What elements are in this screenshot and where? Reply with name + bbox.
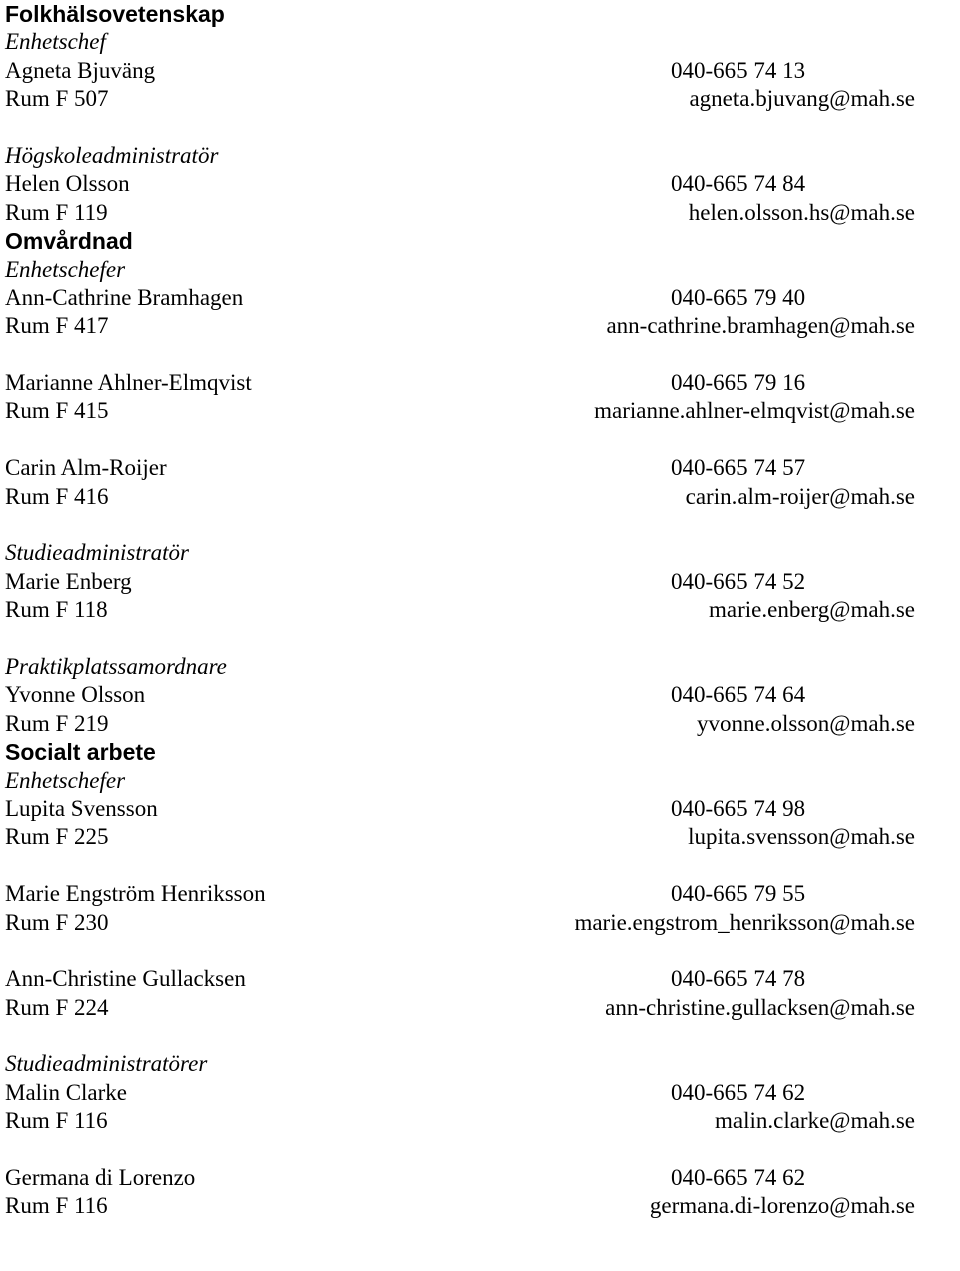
spacer xyxy=(5,114,955,142)
contact-room-row xyxy=(5,85,955,113)
contact-name-row xyxy=(5,1079,955,1107)
person-name: Agneta Bjuväng xyxy=(5,57,156,83)
role-label: Enhetschefer xyxy=(5,767,126,793)
room-number: Rum F 118 xyxy=(5,597,108,623)
phone-number: 040-665 74 78 xyxy=(671,966,806,992)
spacer xyxy=(5,625,955,653)
phone-number: 040-665 74 98 xyxy=(671,795,806,821)
spacer xyxy=(5,1136,955,1164)
email-address[interactable]: yvonne.olsson@mah.se xyxy=(697,710,915,736)
email-address[interactable]: ann-christine.gullacksen@mah.se xyxy=(605,994,915,1020)
room-number: Rum F 119 xyxy=(5,199,108,225)
role-label: Studieadministratörer xyxy=(5,1051,208,1077)
phone-number: 040-665 74 62 xyxy=(671,1165,806,1191)
email-address[interactable]: marianne.ahlner-elmqvist@mah.se xyxy=(594,398,915,424)
spacer xyxy=(5,937,955,965)
email-address[interactable]: marie.enberg@mah.se xyxy=(709,597,915,623)
person-name: Ann-Christine Gullacksen xyxy=(5,966,246,992)
contact-room-row xyxy=(5,710,955,738)
phone-number: 040-665 74 13 xyxy=(671,57,806,83)
spacer xyxy=(5,1022,955,1050)
email-address[interactable]: germana.di-lorenzo@mah.se xyxy=(649,1193,915,1219)
room-number: Rum F 507 xyxy=(5,86,109,112)
person-name: Carin Alm-Roijer xyxy=(5,455,167,481)
email-address[interactable]: malin.clarke@mah.se xyxy=(715,1108,915,1134)
section-title: Socialt arbete xyxy=(5,739,156,766)
contact-room-row xyxy=(5,909,955,937)
room-number: Rum F 416 xyxy=(5,483,109,509)
email-address[interactable]: ann-cathrine.bramhagen@mah.se xyxy=(606,313,915,339)
contact-room-row xyxy=(5,1107,955,1135)
contact-name-row xyxy=(5,369,955,397)
person-name: Ann-Cathrine Bramhagen xyxy=(5,284,244,310)
contact-room-row xyxy=(5,397,955,425)
person-name: Lupita Svensson xyxy=(5,795,158,821)
role-label: Enhetschef xyxy=(5,29,106,55)
contact-name-row xyxy=(5,795,955,823)
section-title: Omvårdnad xyxy=(5,228,133,255)
contact-name-row xyxy=(5,454,955,482)
section-title: Folkhälsovetenskap xyxy=(5,1,225,27)
room-number: Rum F 224 xyxy=(5,994,109,1020)
person-name: Marianne Ahlner-Elmqvist xyxy=(5,370,252,396)
phone-number: 040-665 79 16 xyxy=(671,370,806,396)
person-name: Germana di Lorenzo xyxy=(5,1165,196,1191)
contact-room-row xyxy=(5,823,955,851)
person-name: Malin Clarke xyxy=(5,1079,127,1105)
contact-name-row xyxy=(5,568,955,596)
spacer xyxy=(5,852,955,880)
email-address[interactable]: marie.engstrom_henriksson@mah.se xyxy=(574,909,915,935)
phone-number: 040-665 79 55 xyxy=(671,881,806,907)
contact-room-row xyxy=(5,994,955,1022)
spacer xyxy=(5,426,955,454)
person-name: Helen Olsson xyxy=(5,171,130,197)
phone-number: 040-665 74 57 xyxy=(671,455,806,481)
room-number: Rum F 219 xyxy=(5,710,109,736)
room-number: Rum F 116 xyxy=(5,1108,108,1134)
contact-name-row xyxy=(5,880,955,908)
contact-room-row xyxy=(5,1192,955,1220)
phone-number: 040-665 74 64 xyxy=(671,682,806,708)
person-name: Yvonne Olsson xyxy=(5,682,146,708)
contact-name-row xyxy=(5,57,955,85)
role-label: Studieadministratör xyxy=(5,540,190,566)
contact-name-row xyxy=(5,965,955,993)
room-number: Rum F 116 xyxy=(5,1193,108,1219)
contact-directory xyxy=(5,0,955,1221)
contact-room-row xyxy=(5,312,955,340)
room-number: Rum F 225 xyxy=(5,824,109,850)
spacer xyxy=(5,511,955,539)
phone-number: 040-665 79 40 xyxy=(671,284,806,310)
contact-name-row xyxy=(5,681,955,709)
room-number: Rum F 417 xyxy=(5,313,109,339)
contact-name-row xyxy=(5,1164,955,1192)
phone-number: 040-665 74 84 xyxy=(671,171,806,197)
email-address[interactable]: carin.alm-roijer@mah.se xyxy=(685,483,915,509)
email-address[interactable]: agneta.bjuvang@mah.se xyxy=(689,86,915,112)
role-label: Praktikplatssamordnare xyxy=(5,653,227,679)
phone-number: 040-665 74 62 xyxy=(671,1079,806,1105)
contact-room-row xyxy=(5,199,955,227)
room-number: Rum F 230 xyxy=(5,909,109,935)
role-label: Högskoleadministratör xyxy=(5,142,219,168)
phone-number: 040-665 74 52 xyxy=(671,568,806,594)
person-name: Marie Engström Henriksson xyxy=(5,881,266,907)
room-number: Rum F 415 xyxy=(5,398,109,424)
contact-name-row xyxy=(5,170,955,198)
contact-name-row xyxy=(5,284,955,312)
contact-room-row xyxy=(5,483,955,511)
email-address[interactable]: helen.olsson.hs@mah.se xyxy=(688,199,915,225)
contact-room-row xyxy=(5,596,955,624)
person-name: Marie Enberg xyxy=(5,568,132,594)
role-label: Enhetschefer xyxy=(5,256,126,282)
email-address[interactable]: lupita.svensson@mah.se xyxy=(688,824,915,850)
spacer xyxy=(5,341,955,369)
